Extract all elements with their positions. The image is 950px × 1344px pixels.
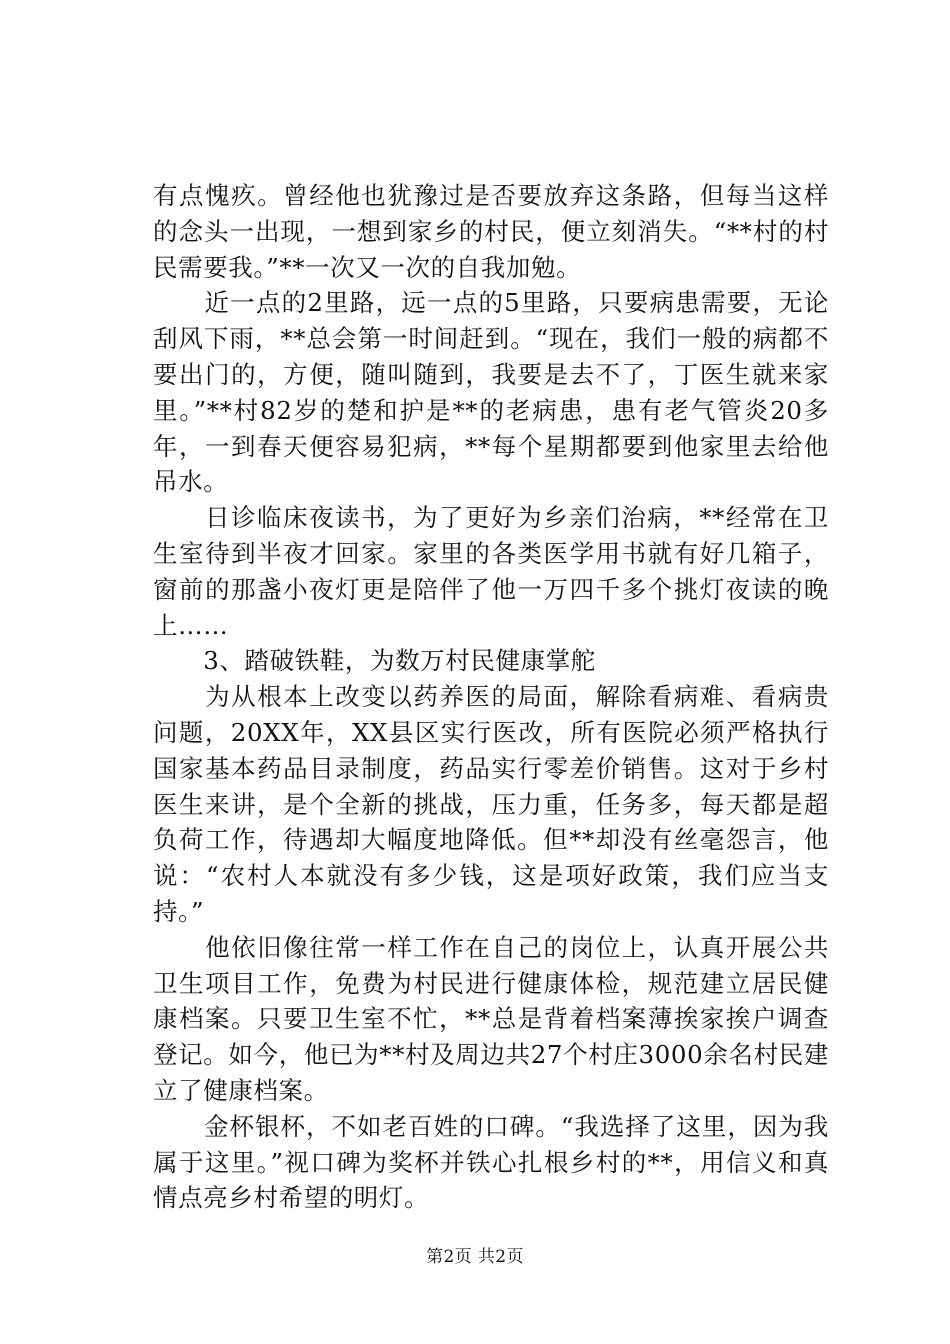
- paragraph-4: 为从根本上改变以药养医的局面，解除看病难、看病贵问题，20XX年，XX县区实行医改，所有医院必须严格执行国家基本药品目录制度，药品实行零差价销售。这对于乡村医生来讲，是个全新的挑战，压力重，任务多，每天都是超负荷工作，待遇却大幅度地降低。但**却没有丝毫怨言，他说：“农村人本就没有多少钱，这是项好政策，我们应当支持。”: [153, 682, 829, 926]
- paragraph-5: 他依旧像往常一样工作在自己的岗位上，认真开展公共卫生项目工作，免费为村民进行健康体检，规范建立居民健康档案。只要卫生室不忙，**总是背着档案薄挨家挨户调查登记。如今，他已为**村及周边共27个村庄3000余名村民建立了健康档案。: [153, 932, 829, 1105]
- page-footer: 第2页 共2页: [426, 1247, 524, 1267]
- section-heading: 3、踏破铁鞋，为数万村民健康掌舵: [153, 646, 596, 676]
- paragraph-6: 金杯银杯，不如老百姓的口碑。“我选择了这里，因为我属于这里。”视口碑为奖杯并铁心扎根乡村的**，用信义和真情点亮乡村希望的明灯。: [153, 1111, 829, 1213]
- paragraph-1: 有点愧疚。曾经他也犹豫过是否要放弃这条路，但每当这样的念头一出现，一想到家乡的村民，便立刻消失。“**村的村民需要我。”**一次又一次的自我加勉。: [153, 181, 829, 282]
- document-body: [153, 178, 829, 1216]
- paragraph-3: 日诊临床夜读书，为了更好为乡亲们治病，**经常在卫生室待到半夜才回家。家里的各类医学用书就有好几箱子，窗前的那盏小夜灯更是陪伴了他一万四千多个挑灯夜读的晚上……: [153, 503, 829, 640]
- paragraph-2: 近一点的2里路，远一点的5里路，只要病患需要，无论刮风下雨，**总会第一时间赶到。“现在，我们一般的病都不要出门的，方便，随叫随到，我要是去不了，丁医生就来家里。”**村82岁的楚和护是**的老病患，患有老气管炎20多年，一到春天便容易犯病，**每个星期都要到他家里去给他吊水。: [153, 288, 829, 497]
